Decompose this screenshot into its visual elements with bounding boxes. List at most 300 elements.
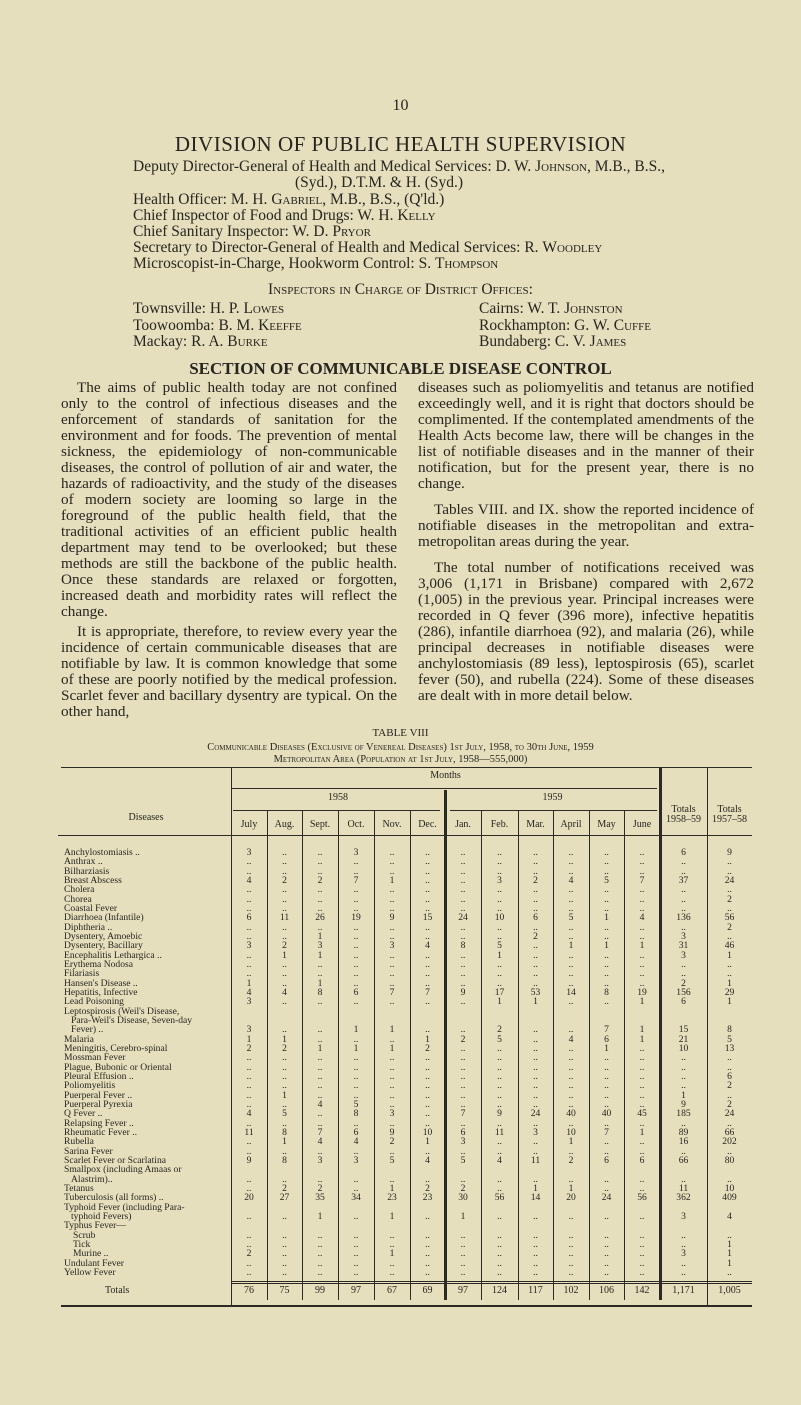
table-cell: .. [568, 1098, 574, 1110]
table-cell: 1 [727, 977, 732, 989]
table-cell: .. [727, 968, 732, 980]
table-cell: .. [460, 874, 466, 886]
disease-name: Plague, Bubonic or Oriental [64, 1061, 172, 1073]
table-cell: .. [246, 930, 252, 942]
table-cell: 5 [727, 1033, 732, 1045]
staff-line [133, 208, 436, 224]
table-cell: .. [497, 958, 502, 970]
totals-cell: 67 [387, 1285, 397, 1296]
disease-name: Encephalitis Lethargica .. [64, 949, 162, 961]
disease-name: Anthrax .. [64, 856, 103, 868]
table-cell: 2 [425, 1182, 430, 1194]
disease-name: Sarina Fever [64, 1145, 113, 1157]
table-cell: .. [389, 1080, 395, 1092]
table-cell: 10 [566, 1126, 576, 1138]
table-cell: 2 [727, 893, 732, 905]
table-cell: .. [460, 884, 466, 896]
table-cell: .. [282, 902, 287, 914]
table-cell: .. [353, 856, 359, 868]
table-cell: .. [389, 977, 395, 989]
table-cell: .. [681, 1229, 686, 1241]
table-cell: .. [353, 1080, 359, 1092]
table-cell: 53 [530, 986, 541, 998]
table-cell: .. [317, 958, 323, 970]
table-cell: 8 [604, 986, 609, 998]
table-cell: .. [639, 968, 645, 980]
table-cell: .. [533, 1024, 538, 1036]
table-cell: 7 [353, 874, 359, 886]
table-cell: .. [282, 1024, 287, 1036]
table-cell: .. [389, 1266, 395, 1278]
table-subtitle: Communicable Diseases (Exclusive of Venereal Diseases) 1st July, 1958, to 30th June, 1959 [207, 742, 594, 753]
disease-name: Tuberculosis (all forms) .. [64, 1192, 164, 1204]
months-header: Months [430, 770, 461, 781]
table-cell: .. [497, 1080, 502, 1092]
table-cell: .. [389, 1052, 395, 1064]
totals-cell: 106 [599, 1285, 614, 1296]
disease-name: typhoid Fevers) [71, 1210, 132, 1222]
table-cell: .. [604, 865, 609, 877]
table-cell: .. [681, 1061, 686, 1073]
table-cell: .. [568, 1052, 574, 1064]
table-cell: 6 [533, 912, 538, 924]
table-cell: .. [727, 1061, 732, 1073]
table-cell: .. [568, 1248, 574, 1260]
totals-cell: 124 [492, 1285, 507, 1296]
table-cell: .. [727, 884, 732, 896]
totals-rule [231, 1281, 752, 1282]
table-cell: .. [246, 1136, 252, 1148]
totals-cell: 142 [634, 1285, 650, 1296]
table-cell: .. [317, 1145, 323, 1157]
table-cell: .. [568, 1042, 574, 1054]
table-cell: 40 [566, 1108, 576, 1120]
table-cell: 3 [246, 996, 252, 1008]
table-cell: .. [389, 893, 395, 905]
table-cell: .. [727, 930, 732, 942]
table-cell: .. [246, 1145, 252, 1157]
disease-name: Smallpox (including Amaas or [64, 1164, 182, 1176]
disease-name: Hansen's Disease .. [64, 977, 138, 989]
table-cell: .. [353, 1061, 359, 1073]
office-inspector: James [589, 333, 627, 350]
disease-name: Anchylostomiasis .. [64, 847, 140, 858]
disease-name: Diphtheria .. [64, 921, 113, 933]
table-cell: 2 [727, 1080, 732, 1092]
table-cell: .. [317, 921, 323, 933]
table-cell: .. [639, 1117, 645, 1129]
table-cell: .. [497, 1145, 502, 1157]
table-cell: 20 [566, 1192, 576, 1204]
table-cell: .. [282, 1266, 287, 1278]
table-cell: .. [604, 856, 609, 868]
table-cell: .. [317, 1117, 323, 1129]
table-cell: .. [425, 874, 430, 886]
table-cell: .. [317, 1108, 323, 1120]
table-cell: 37 [678, 874, 689, 886]
table-cell: 1 [282, 1033, 287, 1045]
table-cell: .. [533, 1033, 538, 1045]
table-cell: .. [533, 856, 538, 868]
staff-role: Deputy Director-General of Health and Medical Services: D. W. [133, 158, 536, 175]
table-cell: .. [460, 865, 466, 877]
table-cell: .. [460, 847, 466, 858]
table-cell: 5 [497, 1033, 502, 1045]
table-cell: 9 [246, 1154, 252, 1166]
table-cell: .. [317, 902, 323, 914]
table-cell: 136 [676, 912, 691, 924]
disease-name: Tick [73, 1238, 91, 1250]
table-cell: .. [246, 865, 252, 877]
table-cell: .. [639, 1266, 645, 1278]
disease-name: Fever) .. [71, 1024, 104, 1036]
table-cell: .. [389, 856, 395, 868]
office-inspector: Keeffe [258, 316, 302, 334]
table-cell: .. [497, 902, 502, 914]
table-cell: .. [389, 1229, 395, 1241]
table-cell: 1 [425, 1136, 430, 1148]
table-cell: .. [389, 1257, 395, 1269]
table-cell: 26 [315, 912, 325, 924]
table-cell: .. [568, 1229, 574, 1241]
table-cell: .. [425, 1061, 430, 1073]
table-cell: .. [604, 958, 609, 970]
table-cell: .. [497, 1182, 502, 1194]
table-cell: .. [533, 940, 538, 952]
table-cell: .. [639, 1052, 645, 1064]
table-cell: .. [639, 1257, 645, 1269]
table-cell: .. [460, 856, 466, 868]
table-cell: .. [460, 921, 466, 933]
table-cell: 1 [639, 996, 645, 1008]
table-cell: .. [425, 1098, 430, 1110]
table-cell: .. [425, 930, 430, 942]
table-cell: .. [353, 940, 359, 952]
table-cell: 14 [530, 1192, 541, 1204]
table-cell: .. [425, 921, 430, 933]
totals-cell: 1,171 [672, 1285, 695, 1296]
table-cell: 1 [389, 1182, 395, 1194]
disease-name: Murine .. [73, 1248, 109, 1260]
table-cell: 7 [317, 1126, 323, 1138]
table-cell: .. [639, 1080, 645, 1092]
table-cell: .. [639, 1248, 645, 1260]
table-cell: .. [460, 1145, 466, 1157]
table-cell: .. [497, 1238, 502, 1250]
table-cell: .. [246, 1210, 252, 1222]
table-cell: .. [317, 1229, 323, 1241]
diseases-header: Diseases [128, 812, 164, 823]
table-cell: .. [460, 1098, 466, 1110]
table-cell: 10 [494, 912, 505, 924]
table-cell: .. [389, 996, 395, 1008]
month-header: Dec. [418, 819, 437, 830]
office-inspector: Burke [227, 333, 268, 350]
table-cell: .. [246, 1052, 252, 1064]
table-cell: 13 [724, 1042, 735, 1054]
table-cell: 6 [353, 1126, 359, 1138]
table-cell: 2 [460, 1033, 466, 1045]
table-cell: .. [460, 1042, 466, 1054]
table-cell: 1 [497, 949, 502, 961]
table-cell: 2 [460, 1182, 466, 1194]
table-cell: 4 [727, 1210, 732, 1222]
table-cell: 1 [317, 1042, 323, 1054]
table-cell: .. [497, 856, 502, 868]
disease-name: Lead Poisoning [64, 996, 124, 1008]
table-cell: .. [639, 884, 645, 896]
table-cell: 11 [530, 1154, 541, 1166]
table-cell: .. [533, 1089, 538, 1101]
table-cell: 2 [317, 874, 323, 886]
table-cell: .. [497, 884, 502, 896]
table-cell: 6 [681, 996, 686, 1008]
table-cell: 24 [724, 874, 735, 886]
table-cell: .. [568, 1061, 574, 1073]
table-cell: .. [246, 856, 252, 868]
table-cell: .. [604, 1061, 609, 1073]
table-cell: 2 [727, 921, 732, 933]
table-cell: .. [317, 884, 323, 896]
table-cell: 1 [568, 1136, 574, 1148]
table-cell: .. [353, 1257, 359, 1269]
table-cell: 3 [353, 847, 359, 858]
table-cell: 202 [722, 1136, 737, 1148]
table-cell: .. [425, 1089, 430, 1101]
table-cell: 2 [425, 1042, 430, 1054]
table-cell: .. [353, 1266, 359, 1278]
disease-name: Puerperal Fever .. [64, 1089, 133, 1101]
table-cell: .. [533, 884, 538, 896]
table-cell: .. [282, 1080, 287, 1092]
table-cell: .. [568, 1145, 574, 1157]
table-cell: .. [246, 1070, 252, 1082]
table-cell: .. [353, 1145, 359, 1157]
table-cell: 1 [727, 1238, 732, 1250]
table-cell: .. [282, 856, 287, 868]
table-cell: .. [604, 1136, 609, 1148]
table-cell: .. [604, 1070, 609, 1082]
table-cell: 9 [497, 1108, 502, 1120]
totals-1957-58-header: 1957–58 [712, 814, 747, 825]
table-cell: .. [246, 1061, 252, 1073]
table-cell: 20 [244, 1192, 254, 1204]
table-cell: 80 [724, 1154, 735, 1166]
table-cell: 6 [681, 847, 686, 858]
table-cell: .. [533, 1266, 538, 1278]
table-cell: .. [389, 1089, 395, 1101]
table-cell: .. [604, 977, 609, 989]
table-cell: .. [533, 1229, 538, 1241]
disease-name: Scarlet Fever or Scarlatina [64, 1154, 167, 1166]
month-header: Jan. [455, 819, 471, 830]
table-cell: .. [639, 921, 645, 933]
table-cell: .. [353, 865, 359, 877]
table-cell: 1 [604, 912, 609, 924]
table-cell: .. [604, 1229, 609, 1241]
table-cell: .. [317, 1248, 323, 1260]
table-cell: 8 [727, 1024, 732, 1036]
table-cell: .. [533, 977, 538, 989]
month-header: June [632, 819, 652, 830]
table-cell: .. [389, 930, 395, 942]
table-cell: .. [389, 958, 395, 970]
table-cell: .. [317, 847, 323, 858]
table-cell: .. [353, 1052, 359, 1064]
table-cell: 46 [724, 940, 735, 952]
staff-line [133, 159, 665, 175]
table-cell: .. [681, 921, 686, 933]
table-cell: 7 [604, 1024, 609, 1036]
totals-cell: 97 [351, 1285, 361, 1296]
table-cell: 1 [353, 1042, 359, 1054]
table-cell: .. [389, 1061, 395, 1073]
year-header-1959: 1959 [542, 792, 563, 803]
disease-name: Rubella [64, 1136, 94, 1148]
table-cell: 24 [601, 1192, 612, 1204]
table-cell: .. [317, 856, 323, 868]
table-cell: 1 [639, 1024, 645, 1036]
table-cell: .. [246, 1117, 252, 1129]
table-cell: 40 [601, 1108, 612, 1120]
table-cell: .. [568, 1257, 574, 1269]
staff-surname: Woodley [542, 239, 603, 256]
table-cell: 6 [727, 1070, 732, 1082]
table-cell: .. [425, 847, 430, 858]
table-cell: .. [282, 1238, 287, 1250]
table-cell: 4 [497, 1154, 502, 1166]
table-cell: .. [425, 1117, 430, 1129]
table-cell: 1 [389, 1248, 395, 1260]
table-cell: .. [533, 1061, 538, 1073]
staff-qualifications: , M.B., B.S., [587, 158, 665, 175]
paragraph: The aims of public health today are not confined only to the control of infectious diseases and the enforcement of standards of sanitation for the environment and for foods. The prevention of mental sickness, the epidemiology of non-communicable diseases, the control of pollution of air and water, the hazards of radioactivity, and the study of the diseases of modern society are looming so large in the foreground of the public health field, that the traditional activities of an efficient public health department may tend to be overlooked; but these methods are still the backbone of the public health. Once these standards are relaxed or forgotten, increased death and morbidity rates will reflect the change. [61, 379, 397, 620]
table-cell: 1 [389, 874, 395, 886]
table-cell: .. [533, 1080, 538, 1092]
table-cell: 362 [676, 1192, 691, 1204]
table-cell: 5 [389, 1154, 395, 1166]
table-cell: .. [568, 1089, 574, 1101]
table-cell: 3 [681, 1210, 686, 1222]
table-cell: .. [282, 1173, 287, 1185]
table-cell: .. [568, 958, 574, 970]
table-cell: 24 [724, 1108, 735, 1120]
table-cell: .. [533, 1052, 538, 1064]
table-cell: 3 [389, 1108, 395, 1120]
office-line [133, 333, 268, 351]
staff-surname: Gabriel [271, 191, 323, 208]
table-cell: .. [604, 1052, 609, 1064]
table-cell: .. [460, 1257, 466, 1269]
table-cell: 1 [317, 1210, 323, 1222]
table-cell: 3 [460, 1136, 466, 1148]
table-cell: .. [317, 1061, 323, 1073]
table-cell: .. [604, 1248, 609, 1260]
table-cell: .. [727, 1117, 732, 1129]
table-cell: 1 [497, 996, 502, 1008]
table-cell: 8 [317, 986, 323, 998]
table-cell: .. [639, 1042, 645, 1054]
table-cell: .. [604, 949, 609, 961]
table-cell: .. [353, 1182, 359, 1194]
table-cell: .. [639, 930, 645, 942]
table-cell: 9 [727, 847, 732, 858]
table-cell: .. [460, 1052, 466, 1064]
table-cell: .. [460, 1229, 466, 1241]
table-cell: 2 [282, 874, 287, 886]
table-cell: 1 [425, 1033, 430, 1045]
table-cell: .. [604, 1210, 609, 1222]
paragraph: The total number of notifications received was 3,006 (1,171 in Brisbane) compared with 2,672 (1,005) in the previous year. Principal increases were recorded in Q fever (396 more), infective hepatitis (286), infantile diarrhoea (92), and malaria (26), while principal decreases in notifiable diseases were anchylostomiasis (89 less), leptospirosis (65), scarlet fever (50), and rubella (224). Some of these diseases are dealt with in more detail below. [418, 559, 754, 704]
table-cell: .. [317, 1080, 323, 1092]
table-cell: 3 [246, 1024, 252, 1036]
table-cell: .. [425, 1052, 430, 1064]
table-cell: 3 [681, 930, 686, 942]
table-cell: 17 [494, 986, 505, 998]
table-cell: .. [246, 1173, 252, 1185]
table-cell: 1 [727, 1248, 732, 1260]
table-cell: 6 [246, 912, 252, 924]
table-cell: .. [389, 1238, 395, 1250]
table-cell: .. [533, 902, 538, 914]
table-cell: .. [639, 1229, 645, 1241]
table-cell: 1 [317, 930, 323, 942]
table-cell: 9 [681, 1098, 686, 1110]
section-heading: SECTION OF COMMUNICABLE DISEASE CONTROL [189, 359, 612, 378]
table-cell: 2 [317, 1182, 323, 1194]
office-location: Rockhampton: G. W. [479, 316, 614, 334]
table-cell: .. [246, 1238, 252, 1250]
table-cell: .. [639, 1182, 645, 1194]
table-cell: .. [282, 977, 287, 989]
staff-line [133, 240, 602, 256]
staff-surname: Johnson [535, 158, 587, 175]
staff-line [295, 175, 463, 191]
table-cell: 3 [246, 940, 252, 952]
table-cell: .. [282, 847, 287, 858]
office-location: Cairns: W. T. [479, 300, 565, 317]
offices-heading-text: Inspectors in Charge of District Offices: [268, 281, 533, 298]
table-cell: .. [681, 1080, 686, 1092]
table-cell: .. [639, 902, 645, 914]
table-cell: .. [246, 1089, 252, 1101]
table-cell: .. [604, 902, 609, 914]
table-cell: 2 [246, 1248, 252, 1260]
staff-surname: Thompson [434, 255, 499, 272]
table-cell: .. [460, 902, 466, 914]
table-cell: .. [681, 1052, 686, 1064]
table-cell: .. [604, 1117, 609, 1129]
table-cell: .. [389, 949, 395, 961]
table-cell: 156 [676, 986, 691, 998]
table-cell: 1 [246, 977, 252, 989]
table-cell: .. [282, 930, 287, 942]
table-cell: 2 [533, 930, 538, 942]
staff-line [133, 256, 498, 272]
table-cell: .. [639, 1136, 645, 1148]
table-cell: .. [497, 1136, 502, 1148]
table-cell: .. [497, 893, 502, 905]
table-cell: 7 [425, 986, 430, 998]
table-cell: .. [568, 1210, 574, 1222]
disease-name: Tetanus [64, 1182, 94, 1194]
table-cell: .. [533, 893, 538, 905]
table-cell: .. [389, 1145, 395, 1157]
table-cell: .. [425, 977, 430, 989]
table-cell: 16 [678, 1136, 689, 1148]
table-cell: 11 [244, 1126, 254, 1138]
table-cell: .. [460, 1248, 466, 1260]
